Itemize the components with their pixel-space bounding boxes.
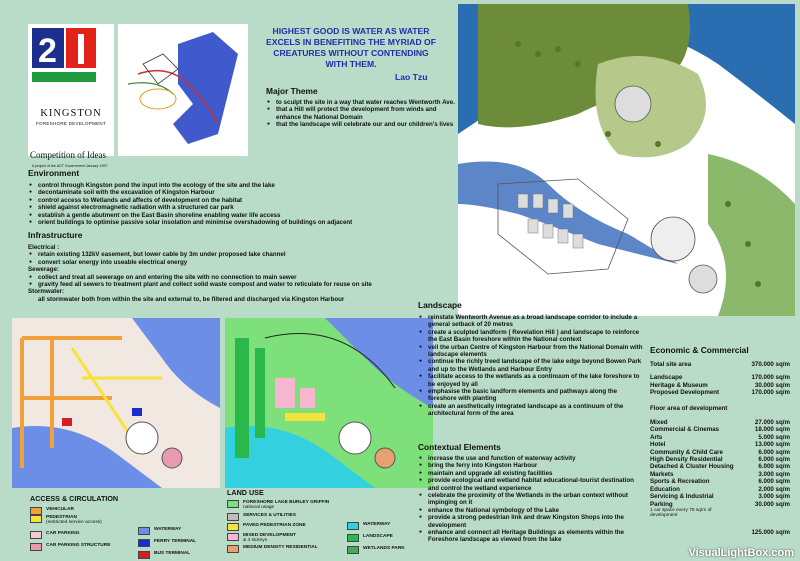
kingston-logo xyxy=(28,24,114,168)
list-item: ● maintain and upgrade all existing facilities xyxy=(428,470,644,477)
total-floor-area: 125.000 sq/m xyxy=(751,528,790,536)
legend-item: VEHICULAR xyxy=(30,507,138,515)
quote-author: Lao Tzu xyxy=(395,72,428,82)
competition-label: Competition of Ideas xyxy=(30,150,106,160)
economic-title: Economic & Commercial xyxy=(650,345,749,355)
list-item: ● celebrate the proximity of the Wetlands in the urban context without impinging on it xyxy=(428,492,644,507)
list-item: ● decontaminate soil with the excavation of Kingston Harbour xyxy=(38,189,448,196)
legend-item: PEDESTRIAN (restricted service access) xyxy=(30,515,138,526)
list-item: ● establish a gentle abutment on the East Basin shoreline enabling water life access xyxy=(38,212,448,219)
site-plan-drawing xyxy=(458,4,795,316)
site-plan-map xyxy=(458,4,795,316)
list-item: ● create a sculpted landform ( Revelation Hill ) and landscape to reinforce the East Basin foreshore within the National context xyxy=(428,329,644,344)
list-item: ● facilitate access to the wetlands as a continuum of the lake foreshore to be enjoyed by all xyxy=(428,373,644,388)
logo-brand: KINGSTON xyxy=(40,108,102,119)
stat-row: Detached & Cluster Housing 6.000 sq/m xyxy=(650,463,790,471)
legend-swatch xyxy=(138,527,150,535)
stormwater-label: Stormwater: xyxy=(28,288,65,296)
legend-swatch xyxy=(138,551,150,559)
list-item: ● collect and treat all sewerage on and entering the site with no connection to main sewer xyxy=(38,274,448,281)
legend-item: WATERWAY xyxy=(347,522,417,530)
land-use-legend xyxy=(227,488,417,556)
legend-swatch xyxy=(227,523,239,531)
economic-section xyxy=(650,345,790,536)
stormwater-text: all stormwater both from within the site and external to, be filtered and discharged via Kingston Harbour xyxy=(38,295,345,303)
concept-sketch-drawing xyxy=(118,24,248,156)
list-item: ● reinstate Wentworth Avenue as a broad landscape corridor to include a general setback of 20 metres xyxy=(428,314,644,329)
land-use-legend-title: LAND USE xyxy=(227,488,264,497)
legend-item: BUS TERMINAL xyxy=(138,551,228,559)
contextual-title: Contextual Elements xyxy=(418,442,501,452)
infrastructure-section xyxy=(28,230,448,303)
access-legend-title: ACCESS & CIRCULATION xyxy=(30,494,119,503)
access-legend xyxy=(30,494,230,554)
stat-row: Proposed Development 170.000 sq/m xyxy=(650,389,790,397)
legend-swatch xyxy=(227,500,239,508)
logo-number: 2 xyxy=(38,32,57,70)
legend-item: MIXED DEVELOPMENT & 4 storeys xyxy=(227,533,347,544)
landscape-section xyxy=(418,300,644,418)
legend-swatch xyxy=(347,534,359,542)
logo-subtitle: FORESHORE DEVELOPMENT xyxy=(35,121,107,126)
stat-row: High Density Residential 6.000 sq/m xyxy=(650,456,790,464)
legend-item: SERVICES & UTILITIES xyxy=(227,513,347,521)
list-item: ● gravity feed all sewers to treatment plant and collect solid waste compost and water to reticulate for reuse on site xyxy=(38,281,448,288)
stat-row: Hotel 13.000 sq/m xyxy=(650,441,790,449)
legend-item: WATERWAY xyxy=(138,527,228,535)
infrastructure-title: Infrastructure xyxy=(28,230,83,240)
list-item: ● veil the urban Centre of Kingston Harbour from the National Domain with landscape elements xyxy=(428,344,644,359)
contextual-section xyxy=(418,442,644,544)
stat-row: Education 2.000 sq/m xyxy=(650,485,790,493)
legend-item: FORESHORE LAKE BURLEY GRIFFIN national usage xyxy=(227,500,347,511)
stat-row: Servicing & Industrial 3.000 sq/m xyxy=(650,493,790,501)
list-item: ● emphasise the basic landform elements and pathways along the foreshore with planting xyxy=(428,388,644,403)
list-item: ● increase the use and function of waterway activity xyxy=(428,455,644,462)
stat-row: Mixed 27.000 sq/m xyxy=(650,419,790,427)
concept-sketch xyxy=(118,24,248,156)
access-plan-drawing xyxy=(12,318,220,488)
legend-swatch xyxy=(30,507,42,515)
legend-item: CAR PARKING STRUCTURE xyxy=(30,543,138,551)
list-item: ● shield against electromagnetic radiation with a structured car park xyxy=(38,204,448,211)
list-item: ● enhance the National symbology of the Lake xyxy=(428,507,644,514)
project-note: A project of the ACT Government January 1997 xyxy=(32,164,108,168)
legend-item: MEDIUM DENSITY RESIDENTIAL xyxy=(227,545,347,553)
legend-item: WETLANDS PARK xyxy=(347,546,417,554)
list-item: ● provide a strong pedestrian link and draw Kingston Shops into the development xyxy=(428,514,644,529)
legend-swatch xyxy=(30,531,42,539)
stat-row: Heritage & Museum 30.000 sq/m xyxy=(650,381,790,389)
list-item: ● enhance and connect all Heritage Buildings as elements within the Foreshore landscape as viewed from the lake xyxy=(428,529,644,544)
major-theme-title: Major Theme xyxy=(266,86,318,96)
stat-row: Landscape 170.000 sq/m xyxy=(650,374,790,382)
list-item: ● that a Hill will protect the development from winds and enhance the National Domain xyxy=(276,106,456,121)
list-item: ● continue the richly treed landscape of the lake edge beyond Bowen Park and up to the Wetlands and Harbour Entry xyxy=(428,358,644,373)
logo-mark xyxy=(32,28,96,86)
parking-note: 1 car space every 75 sq/m of development xyxy=(650,507,712,519)
legend-swatch xyxy=(227,533,239,541)
legend-swatch xyxy=(347,546,359,554)
legend-item: FERRY TERMINAL xyxy=(138,539,228,547)
stat-row: Commercial & Cinemas 18.000 sq/m xyxy=(650,426,790,434)
environment-section xyxy=(28,168,448,226)
list-item: ● that the landscape will celebrate our and our children's lives xyxy=(276,121,456,128)
list-item: ● orient buildings to optimise passive solar insolation and minimise overshadowing of buildings on adjacent xyxy=(38,219,448,226)
major-theme-section xyxy=(266,86,456,129)
legend-item: LANDSCAPE xyxy=(347,534,417,542)
landscape-title: Landscape xyxy=(418,300,462,310)
stat-row: Community & Child Care 6.000 sq/m xyxy=(650,448,790,456)
legend-swatch xyxy=(138,539,150,547)
stat-row: Total site area 370.000 sq/m xyxy=(650,361,790,368)
legend-swatch xyxy=(227,545,239,553)
watermark: VisualLightBox.com xyxy=(688,547,794,559)
list-item: ● convert solar energy into useable electrical energy xyxy=(38,259,448,266)
environment-title: Environment xyxy=(28,168,80,178)
access-circulation-plan xyxy=(12,318,220,488)
list-item: ● bring the ferry into Kingston Harbour xyxy=(428,462,644,469)
floor-area-title: Floor area of development xyxy=(650,404,728,412)
legend-swatch xyxy=(30,543,42,551)
stat-row: Markets 3.000 sq/m xyxy=(650,470,790,478)
list-item: ● provide ecological and wetland habitat educational-tourist destination and control the wetland experience xyxy=(428,477,644,492)
list-item: ● control access to Wetlands and affects of development on the habitat xyxy=(38,197,448,204)
lao-tzu-quote: HIGHEST GOOD IS WATER AS WATER EXCELS IN BENEFITING THE MYRIAD OF CREATURES WITHOUT CONTENDING WITH THEM. xyxy=(266,26,436,69)
electrical-label: Electrical : xyxy=(28,244,60,251)
land-use-drawing xyxy=(225,318,433,488)
legend-swatch xyxy=(347,522,359,530)
list-item: ● retain existing 132kV easement, but lower cable by 3m under proposed lake channel xyxy=(38,251,448,258)
list-item: ● to sculpt the site in a way that water reaches Wentworth Ave. xyxy=(276,99,456,106)
list-item: ● control through Kingston pond the input into the ecology of the site and the lake xyxy=(38,182,448,189)
legend-swatch xyxy=(227,513,239,521)
legend-item: CAR PARKING xyxy=(30,531,138,539)
list-item: ● create an aesthetically integrated landscape as a continuum of the architectural form of the area xyxy=(428,403,644,418)
land-use-plan xyxy=(225,318,433,488)
legend-item: PAVED PEDESTRIAN ZONE xyxy=(227,523,347,531)
legend-swatch xyxy=(30,515,42,523)
stat-row: Arts 5.000 sq/m xyxy=(650,433,790,441)
stat-row: Sports & Recreation 6.000 sq/m xyxy=(650,478,790,486)
stat-row: Parking 30.000 sq/m xyxy=(650,500,790,508)
sewerage-label: Sewerage: xyxy=(28,266,59,274)
